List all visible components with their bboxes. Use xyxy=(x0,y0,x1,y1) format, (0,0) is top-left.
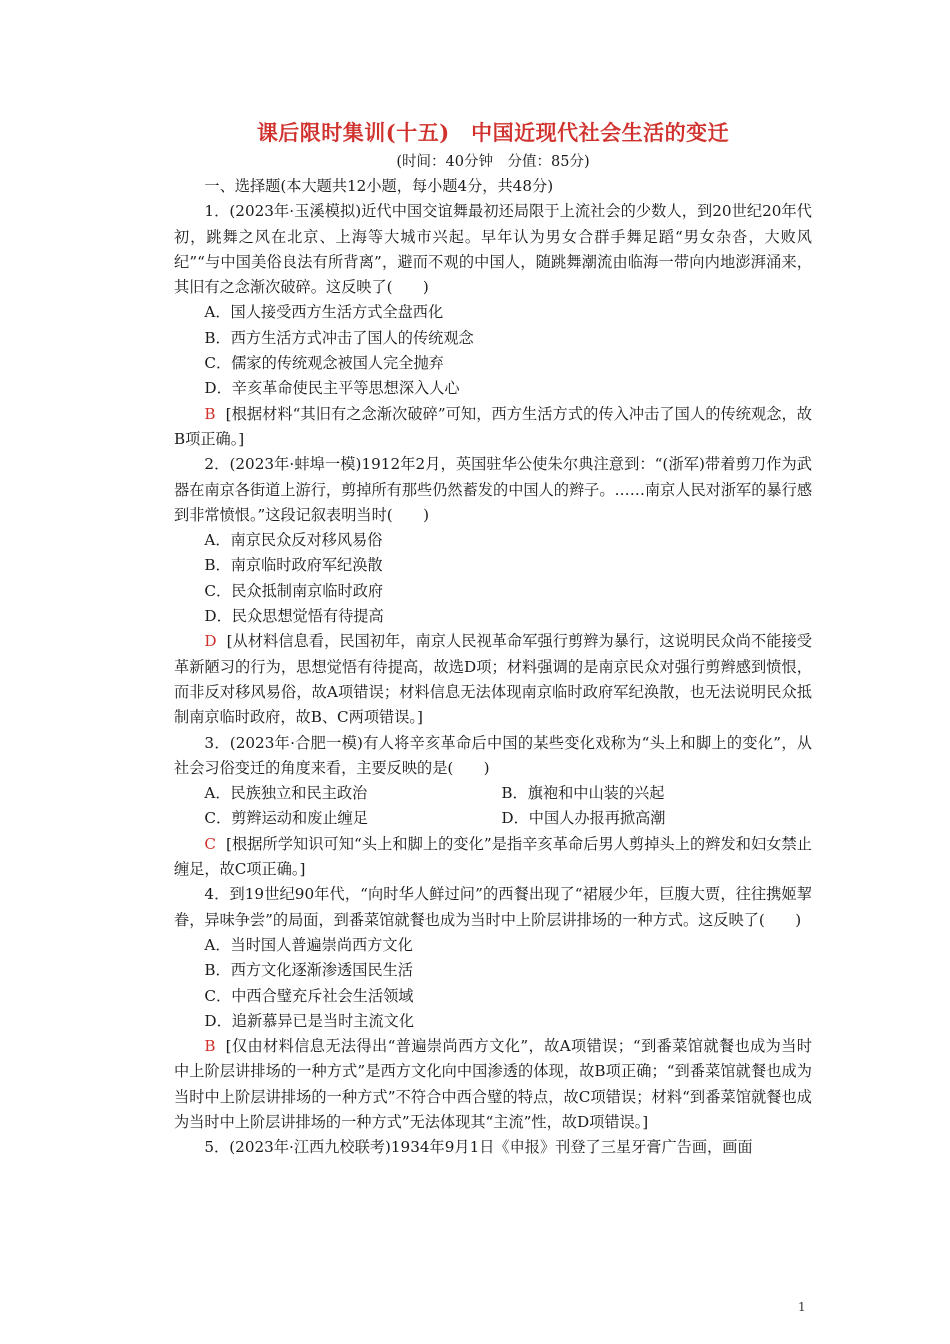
option-row xyxy=(174,806,812,831)
answer-explanation xyxy=(174,629,812,730)
page-title: 课后限时集训(十五) 中国近现代社会生活的变迁 xyxy=(256,120,730,145)
answer-letter: B xyxy=(204,1037,216,1056)
page-subtitle: (时间：40分钟 分值：85分) xyxy=(396,154,590,170)
option: A．国人接受西方生活方式全盘西化 xyxy=(204,303,444,322)
answer-explanation xyxy=(174,402,812,453)
explanation-text: [从材料信息看，民国初年，南京人民视革命军强行剪辫为暴行，这说明民众尚不能接受革新陋习的行为，思想觉悟有待提高，故选D项；材料强调的是南京民众对强行剪辫感到愤恨，而非反对移风易俗，故A项错误；材料信息无法体现南京临时政府军纪涣散，也无法说明民众抵制南京临时政府，故B、C两项错误。] xyxy=(174,632,812,727)
option: C．民众抵制南京临时政府 xyxy=(204,581,384,600)
option: D．中国人办报再掀高潮 xyxy=(501,809,666,828)
option: B．南京临时政府军纪涣散 xyxy=(204,556,383,575)
page-number: 1 xyxy=(798,1300,806,1314)
explanation-text: [根据材料“其旧有之念渐次破碎”可知，西方生活方式的传入冲击了国人的传统观念，故B项正确。] xyxy=(174,404,812,448)
answer-letter: B xyxy=(204,404,216,423)
option: C．剪辫运动和废止缠足 xyxy=(204,809,368,828)
option: D．追新慕异已是当时主流文化 xyxy=(204,1011,415,1030)
explanation-text: [仅由材料信息无法得出“普遍崇尚西方文化”，故A项错误；“到番菜馆就餐也成为当时中上阶层讲排场的一种方式”是西方文化向中国渗透的体现，故B项正确；“到番菜馆就餐也成为当时中上阶层讲排场的一种方式”不符合中西合璧的特点，故C项错误；材料“到番菜馆就餐也成为当时中上阶层讲排场的一种方式”无法体现其“主流”性，故D项错误。] xyxy=(174,1037,812,1131)
option: B．西方文化逐渐渗透国民生活 xyxy=(204,961,413,980)
option: C．儒家的传统观念被国人完全抛弃 xyxy=(204,354,444,373)
option: B．西方生活方式冲击了国人的传统观念 xyxy=(204,328,474,347)
option: B．旗袍和中山装的兴起 xyxy=(501,784,665,803)
question-stem: 3．(2023年·合肥一模)有人将辛亥革命后中国的某些变化戏称为“头上和脚上的变化”，从社会习俗变迁的角度来看，主要反映的是( ) xyxy=(174,733,812,777)
option: D．辛亥革命使民主平等思想深入人心 xyxy=(204,379,460,398)
option: D．民众思想觉悟有待提高 xyxy=(204,607,384,626)
question-stem: 2．(2023年·蚌埠一模)1912年2月，英国驻华公使朱尔典注意到：“(浙军)带着剪刀作为武器在南京各街道上游行，剪掉所有那些仍然蓄发的中国人的辫子。……南京人民对浙军的暴行感到非常愤恨。”这段记叙表明当时( ) xyxy=(174,455,812,524)
answer-letter: D xyxy=(204,632,217,651)
section-heading: 一、选择题(本大题共12小题，每小题4分，共48分) xyxy=(204,177,554,195)
question-stem: 4．到19世纪90年代，“向时华人鲜过问”的西餐出现了“裙屐少年，巨腹大贾，往往携姬挈眷，异味争尝”的局面，到番菜馆就餐也成为当时中上阶层讲排场的一种方式。这反映了( ) xyxy=(174,885,812,929)
option: A．南京民众反对移风易俗 xyxy=(204,531,383,550)
option-row xyxy=(174,781,812,806)
answer-letter: C xyxy=(204,834,217,853)
answer-explanation xyxy=(174,832,812,883)
question-stem: 1．(2023年·玉溪模拟)近代中国交谊舞最初还局限于上流社会的少数人，到20世纪20年代初，跳舞之风在北京、上海等大城市兴起。早年认为男女合群手舞足蹈“男女杂沓，大败风纪”“与中国美俗良法有所背离”，避而不观的中国人，随跳舞潮流由临海一带向内地澎湃涌来，其旧有之念渐次破碎。这反映了( ) xyxy=(174,202,812,297)
explanation-text: [根据所学知识可知“头上和脚上的变化”是指辛亥革命后男人剪掉头上的辫发和妇女禁止缠足，故C项正确。] xyxy=(174,834,812,879)
option: A．民族独立和民主政治 xyxy=(204,784,368,803)
document-page xyxy=(174,118,812,1161)
answer-explanation xyxy=(174,1034,812,1135)
question-stem: 5．(2023年·江西九校联考)1934年9月1日《申报》刊登了三星牙膏广告画，画面 xyxy=(204,1138,753,1157)
option: A．当时国人普遍崇尚西方文化 xyxy=(204,935,413,954)
option: C．中西合璧充斥社会生活领域 xyxy=(204,986,414,1005)
